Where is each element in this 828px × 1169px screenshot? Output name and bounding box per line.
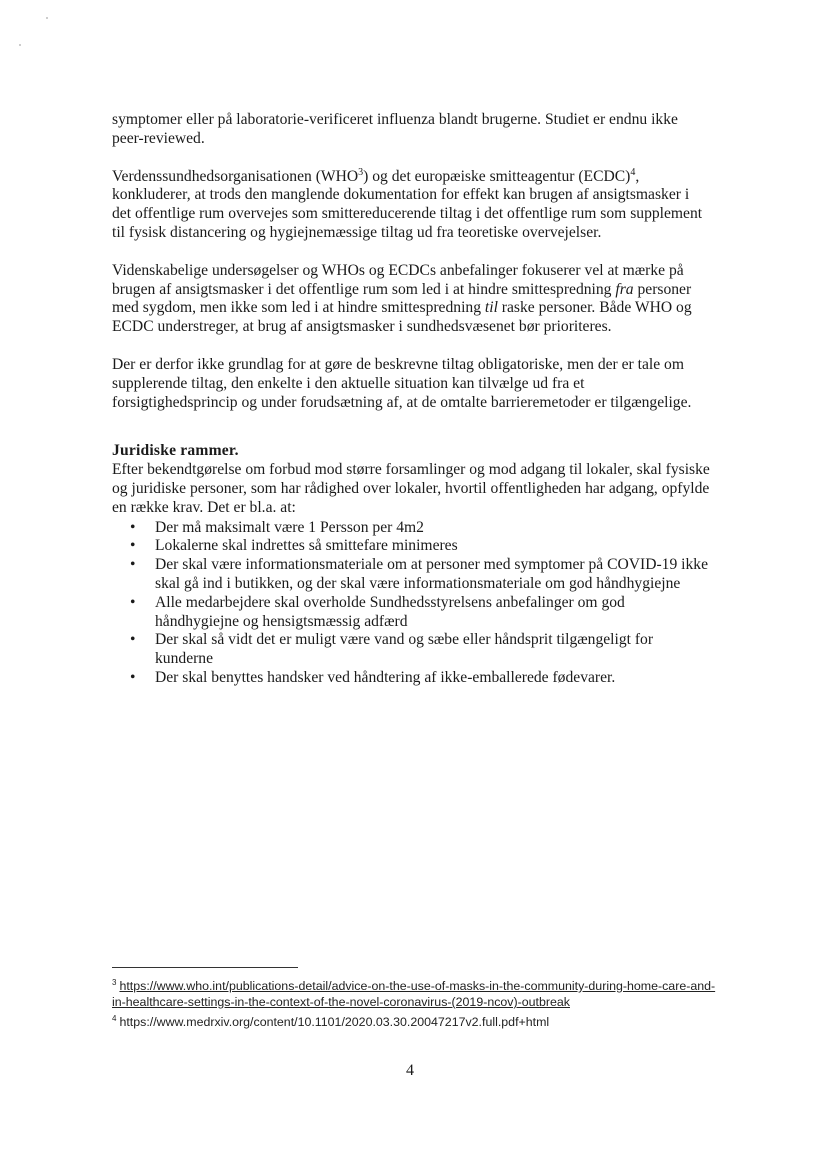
footnote-4-url: https://www.medrxiv.org/content/10.1101/2020.03.30.20047217v2.full.pdf+html [119, 1015, 550, 1029]
paragraph-1: symptomer eller på laboratorie-verificeret influenza blandt brugerne. Studiet er endnu ikke peer-reviewed. [112, 111, 678, 147]
list-item [112, 537, 712, 556]
paragraph-2-text: , konkluderer, at trods den manglende dokumentation for effekt kan brugen af ansigtsmasker i det offentlige rum overvejes som smittereducerende tiltag i det offentlige rum som supplement til fysisk distancering og hygiejnemæssige tiltag ud fra teoretiske overvejelser. [112, 167, 703, 241]
list-item-text: Der skal så vidt det er muligt være vand og sæbe eller håndsprit tilgængeligt for kunderne [155, 631, 654, 668]
emphasis-til: til [484, 299, 498, 317]
paragraph-4: Der er derfor ikke grundlag for at gøre de beskrevne tiltag obligatoriske, men der er tale om supplerende tiltag, den enkelte i den aktuelle situation kan tilvælge ud fra et forsigtighedsprincip og under forudsætning af, at de omtalte barrieremetoder er tilgængelige. [112, 355, 692, 411]
paragraph-3-text: raske personer. Både WHO og ECDC understreger, at brug af ansigtsmasker i sundhedsvæsenet bør prioriteres. [112, 299, 692, 336]
list-item-text: Alle medarbejdere skal overholde Sundhedsstyrelsens anbefalinger om god håndhygiejne og hensigtsmæssig adfærd [155, 593, 625, 630]
paragraph-3-text: Videnskabelige undersøgelser og WHOs og ECDCs anbefalinger fokuserer vel at mærke på brugen af ansigtsmasker i det offentlige rum som led i at hindre smittespredning [112, 261, 684, 298]
bullet-icon: • [130, 537, 136, 555]
paragraph-2 [112, 168, 712, 243]
bullet-icon: • [130, 518, 136, 536]
list-item [112, 556, 712, 594]
bullet-icon: • [130, 556, 136, 574]
footnote-ref-3[interactable]: 3 [358, 166, 364, 178]
bullet-icon: • [130, 631, 136, 649]
paragraph-3-text: personer med sygdom, men ikke som led i at hindre smittespredning [112, 280, 692, 317]
footnote-number: 3 [112, 978, 117, 987]
body-text [112, 111, 712, 688]
paragraph-3 [112, 262, 712, 337]
paragraph-2-text: Verdenssundhedsorganisationen (WHO [112, 167, 359, 185]
scan-speck [19, 44, 21, 46]
footnote-3-link[interactable]: https://www.who.int/publications-detail/advice-on-the-use-of-masks-in-the-community-during-home-care-and-in-healthcare-settings-in-the-context-of-the-novel-coronavirus-(2019-ncov)-outbreak [112, 979, 716, 1009]
list-item [112, 669, 712, 688]
page-number: 4 [406, 1062, 414, 1079]
bullet-icon: • [130, 593, 136, 611]
list-item [112, 519, 712, 538]
list-item-text: Der skal benyttes handsker ved håndtering af ikke-emballerede fødevarer. [155, 668, 616, 686]
list-item-text: Der skal være informationsmateriale om at personer med symptomer på COVID-19 ikke skal gå ind i butikken, og der skal være informationsmateriale om god håndhygiejne [155, 556, 708, 592]
footnote-3 [112, 978, 722, 1010]
footnote-4 [112, 1014, 722, 1030]
footnote-number: 4 [112, 1014, 117, 1023]
footnote-ref-4[interactable]: 4 [630, 166, 636, 178]
section-intro: Efter bekendtgørelse om forbud mod større forsamlinger og mod adgang til lokaler, skal fysiske og juridiske personer, som har rådighed over lokaler, hvortil offentligheden har adgang, opfylde en række krav. Det er bl.a. at: [112, 461, 710, 516]
section-heading: Juridiske rammer. [112, 442, 239, 460]
footnote-divider [112, 967, 298, 968]
bullet-icon: • [130, 668, 136, 686]
paragraph-2-text: ) og det europæiske smitteagentur (ECDC) [363, 167, 631, 185]
footnotes [112, 978, 722, 1034]
requirements-list [112, 519, 712, 688]
emphasis-fra: fra [615, 280, 634, 298]
list-item [112, 631, 712, 669]
list-item-text: Lokalerne skal indrettes så smittefare minimeres [155, 537, 458, 555]
list-item [112, 594, 712, 632]
scan-speck [46, 17, 48, 19]
list-item-text: Der må maksimalt være 1 Persson per 4m2 [155, 518, 424, 536]
